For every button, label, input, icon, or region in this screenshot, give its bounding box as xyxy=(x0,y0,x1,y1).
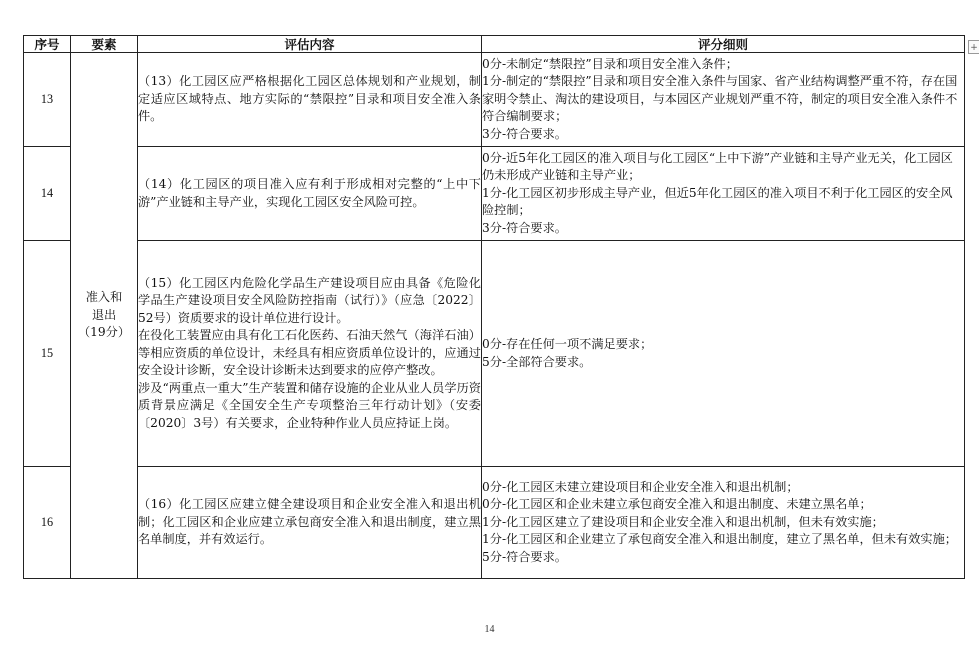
row-number: 15 xyxy=(24,241,71,467)
content-cell xyxy=(138,241,482,467)
content-cell xyxy=(138,53,482,147)
score-item: 1分-化工园区和企业建立了承包商安全准入和退出制度，建立了黑名单，但未有效实施； xyxy=(482,532,957,547)
row-number: 14 xyxy=(24,147,71,241)
content-paragraph: （15）化工园区内危险化学品生产建设项目应由具备《危险化学品生产建设项目安全风险防控指南（试行）》（应急〔2022〕52号）资质要求的设计单位进行设计。 xyxy=(138,275,481,325)
table-row xyxy=(24,147,965,241)
score-item: 1分-化工园区初步形成主导产业，但近5年化工园区的准入项目不利于化工园区的安全风险控制； xyxy=(482,185,953,218)
element-label-line2: 退出 xyxy=(91,307,117,322)
score-item: 0分-近5年化工园区的准入项目与化工园区“上中下游”产业链和主导产业无关，化工园区仍未形成产业链和主导产业； xyxy=(482,150,953,183)
score-item: 5分-符合要求。 xyxy=(482,549,567,564)
content-paragraph: 在役化工装置应由具有化工石化医药、石油天然气（海洋石油）等相应资质的单位设计，未经具有相应资质单位设计的，应通过安全设计诊断，安全设计诊断未达到要求的应停产整改。 xyxy=(138,328,481,378)
table-row xyxy=(24,241,965,467)
score-cell xyxy=(482,241,965,467)
element-group-cell xyxy=(71,53,138,579)
score-cell xyxy=(482,467,965,579)
table-row xyxy=(24,53,965,147)
header-no: 序号 xyxy=(24,36,71,53)
score-item: 1分-化工园区建立了建设项目和企业安全准入和退出机制，但未有效实施； xyxy=(482,514,884,529)
header-content: 评估内容 xyxy=(138,36,482,53)
row-number: 16 xyxy=(24,467,71,579)
content-paragraph: （13）化工园区应严格根据化工园区总体规划和产业规划，制定适应区域特点、地方实际的“禁限控”目录和项目安全准入条件。 xyxy=(138,74,481,124)
table-header-row xyxy=(24,36,965,53)
header-element: 要素 xyxy=(71,36,138,53)
score-cell xyxy=(482,53,965,147)
score-item: 0分-未制定“禁限控”目录和项目安全准入条件； xyxy=(482,56,738,71)
side-tab-marker: + xyxy=(968,40,979,54)
content-paragraph: （14）化工园区的项目准入应有利于形成相对完整的“上中下游”产业链和主导产业，实现化工园区安全风险可控。 xyxy=(138,177,481,209)
score-item: 0分-存在任何一项不满足要求； xyxy=(482,337,653,351)
score-item: 1分-制定的“禁限控”目录和项目安全准入条件与国家、省产业结构调整严重不符，存在国家明令禁止、淘汰的建设项目，与本园区产业规划严重不符，制定的项目安全准入条件不符合编制要求； xyxy=(482,74,958,124)
score-item: 0分-化工园区未建立建设项目和企业安全准入和退出机制； xyxy=(482,479,799,494)
row-number: 13 xyxy=(24,53,71,147)
page-number: 14 xyxy=(484,624,495,635)
header-score: 评分细则 xyxy=(482,36,965,53)
score-cell xyxy=(482,147,965,241)
evaluation-table xyxy=(23,35,965,579)
content-paragraph: 涉及“两重点一重大”生产装置和储存设施的企业从业人员学历资质背景应满足《全国安全生产专项整治三年行动计划》（安委〔2020〕3号）有关要求，企业特种作业人员应持证上岗。 xyxy=(138,380,481,430)
score-item: 3分-符合要求。 xyxy=(482,220,567,235)
content-cell xyxy=(138,467,482,579)
score-item: 3分-符合要求。 xyxy=(482,126,567,141)
score-item: 5分-全部符合要求。 xyxy=(482,354,592,369)
element-label-line3: （19分） xyxy=(77,325,131,340)
content-paragraph: （16）化工园区应建立健全建设项目和企业安全准入和退出机制；化工园区和企业应建立承包商安全准入和退出制度，建立黑名单制度，并有效运行。 xyxy=(138,497,481,547)
score-item: 0分-化工园区和企业未建立承包商安全准入和退出制度、未建立黑名单； xyxy=(482,497,872,512)
element-label-line1: 准入和 xyxy=(85,290,123,305)
content-cell xyxy=(138,147,482,241)
table-row xyxy=(24,467,965,579)
